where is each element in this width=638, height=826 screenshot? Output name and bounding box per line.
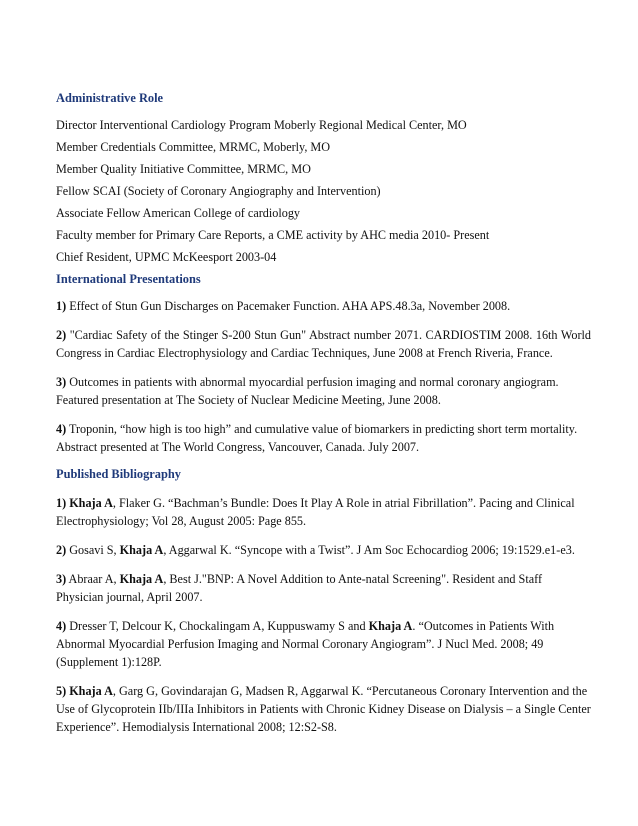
presentation-item [56,297,591,315]
admin-item: Member Quality Initiative Committee, MRMC, MO [56,162,311,176]
item-number: 3) [56,375,67,389]
admin-item: Fellow SCAI (Society of Coronary Angiography and Intervention) [56,184,381,198]
item-prefix: Dresser T, Delcour K, Chockalingam A, Kuppuswamy S and [66,619,369,633]
item-number: 3) [56,572,67,586]
item-text: "Cardiac Safety of the Stinger S-200 Stun Gun" Abstract number 2071. CARDIOSTIM 2008. 16th World Congress in Cardiac Electrophysiology and Cardiac Techniques, June 2008 at French Riveria, France. [56,328,591,360]
item-number: 1) [56,496,67,510]
bibliography-list [56,494,591,736]
item-number: 4) [56,422,67,436]
bibliography-item [56,494,591,530]
item-text: Troponin, “how high is too high” and cumulative value of biomarkers in predicting short term mortality. Abstract presented at The World Congress, Vancouver, Canada. July 2007. [56,422,578,454]
item-prefix: Gosavi S, [66,543,120,557]
author-highlight: Khaja A [119,572,164,586]
bibliography-item [56,570,591,606]
bibliography-item [56,682,591,736]
admin-item: Director Interventional Cardiology Program Moberly Regional Medical Center, MO [56,118,467,132]
presentation-item [56,373,591,409]
author-highlight: Khaja A [119,543,164,557]
item-number: 2) [56,328,67,342]
bibliography-item [56,617,591,671]
item-number: 1) [56,299,67,313]
item-text: , Garg G, Govindarajan G, Madsen R, Aggarwal K. “Percutaneous Coronary Intervention and the Use of Glycoprotein IIb/IIIa Inhibitors in Patients with Chronic Kidney Disease on Dialysis – a Single Center Experience”. Hemodialysis International 2008; 12:S2-S8. [56,684,591,734]
item-number: 5) [56,684,67,698]
item-text: Outcomes in patients with abnormal myocardial perfusion imaging and normal coronary angiogram. Featured presentation at The Society of Nuclear Medicine Meeting, June 2008. [56,375,559,407]
author-highlight: Khaja A [368,619,413,633]
admin-item: Chief Resident, UPMC McKeesport 2003-04 [56,250,277,264]
admin-list [56,116,591,266]
presentation-item [56,326,591,362]
item-text: Effect of Stun Gun Discharges on Pacemaker Function. AHA APS.48.3a, November 2008. [66,299,511,313]
presentation-item [56,420,591,456]
presentations-list [56,297,591,456]
document-content [56,89,591,736]
item-number: 2) [56,543,67,557]
item-prefix: Abraar A, [66,572,120,586]
author-highlight: Khaja A [69,684,113,698]
admin-item: Associate Fellow American College of cardiology [56,206,301,220]
item-text: , Flaker G. “Bachman’s Bundle: Does It Play A Role in atrial Fibrillation”. Pacing and Clinical Electrophysiology; Vol 28, August 2005: Page 855. [56,496,575,528]
item-text: . “Outcomes in Patients With Abnormal Myocardial Perfusion Imaging and Normal Coronary Angiogram”. J Nucl Med. 2008; 49 (Supplement 1):128P. [56,619,555,669]
item-text: , Best J."BNP: A Novel Addition to Ante-natal Screening". Resident and Staff Physician journal, April 2007. [56,572,543,604]
bibliography-heading: Published Bibliography [56,467,181,481]
admin-item: Member Credentials Committee, MRMC, Moberly, MO [56,140,331,154]
author-highlight: Khaja A [69,496,113,510]
bibliography-item [56,541,591,559]
item-text: , Aggarwal K. “Syncope with a Twist”. J Am Soc Echocardiog 2006; 19:1529.e1-e3. [163,543,575,557]
admin-item: Faculty member for Primary Care Reports, a CME activity by AHC media 2010- Present [56,228,490,242]
item-number: 4) [56,619,67,633]
presentations-heading: International Presentations [56,272,201,286]
admin-heading: Administrative Role [56,91,164,105]
